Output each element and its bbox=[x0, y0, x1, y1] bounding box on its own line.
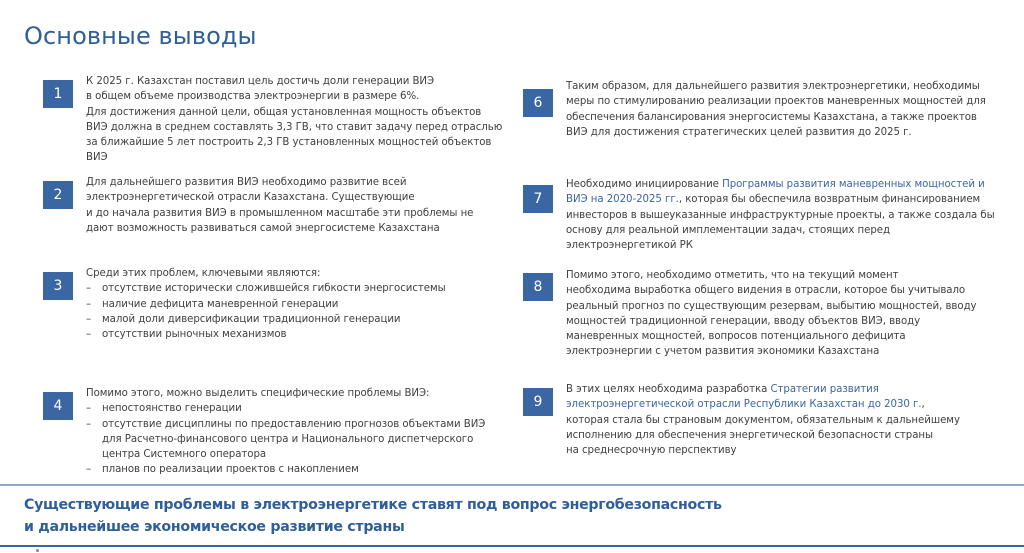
number-badge: 3 bbox=[43, 272, 73, 300]
number-badge: 8 bbox=[523, 273, 553, 301]
conclusion-line: Существующие проблемы в электроэнергетике ставят под вопрос энергобезопасность bbox=[24, 497, 722, 513]
footer-mark bbox=[36, 549, 39, 552]
conclusion-banner bbox=[24, 494, 722, 538]
conclusion-divider-bottom bbox=[0, 545, 1024, 547]
strategy-link: Стратегии развития bbox=[770, 384, 879, 395]
dash-bullet-icon: – bbox=[86, 329, 92, 341]
finding-text bbox=[566, 268, 977, 360]
finding-item-1 bbox=[43, 74, 502, 166]
finding-item-6 bbox=[523, 79, 986, 140]
text-line: Для достижения данной цели, общая установленная мощность объектов bbox=[86, 106, 482, 118]
program-link: Программы развития маневренных мощностей и bbox=[722, 179, 985, 190]
number-badge: 2 bbox=[43, 181, 73, 209]
text-segment: , bbox=[921, 399, 925, 411]
finding-text bbox=[566, 177, 995, 253]
finding-item-2 bbox=[43, 175, 473, 236]
text-line: обеспечения балансирования энергосистемы Казахстана, а также проектов bbox=[566, 111, 977, 123]
program-link: ВИЭ на 2020-2025 гг. bbox=[566, 194, 679, 206]
finding-item-4 bbox=[43, 386, 485, 478]
text-line: исполнению для обеспечения энергетической безопасности страны bbox=[566, 429, 934, 441]
text-line: Таким образом, для дальнейшего развития электроэнергетики, необходимы bbox=[566, 81, 980, 92]
text-line: мощностей традиционной генерации, вводу объектов ВИЭ, вводу bbox=[566, 315, 921, 327]
finding-text bbox=[86, 386, 485, 478]
number-badge: 9 bbox=[523, 388, 553, 416]
dash-bullet-icon: – bbox=[86, 298, 92, 310]
finding-text bbox=[566, 382, 960, 458]
text-segment: В этих целях необходима разработка bbox=[566, 384, 771, 395]
dash-bullet-icon: – bbox=[86, 403, 92, 415]
text-line: ВИЭ должна в среднем составлять 3,3 ГВ, что ставит задачу перед отраслью bbox=[86, 121, 503, 133]
bullet-item: – наличие дефицита маневренной генерации bbox=[86, 297, 446, 312]
bullet-item: – отсутствие исторически сложившейся гибкости энергосистемы bbox=[86, 281, 446, 296]
text-line: основу для реальной имплементации задач, стоящих перед bbox=[566, 224, 890, 236]
text-line: электроэнергетикой РК bbox=[566, 240, 693, 252]
text-line: в общем объеме производства электроэнергии в размере 6%. bbox=[86, 91, 420, 103]
text-segment: Необходимо инициирование bbox=[566, 179, 723, 190]
number-badge: 1 bbox=[43, 80, 73, 108]
bullet-item: – планов по реализации проектов с накоплением bbox=[86, 462, 485, 477]
text-line: Помимо этого, необходимо отметить, что на текущий момент bbox=[566, 270, 899, 281]
text-line: ВИЭ bbox=[86, 152, 108, 164]
conclusion-divider-top bbox=[0, 484, 1024, 486]
text-line: которая стала бы страновым документом, обязательным к дальнейшему bbox=[566, 414, 960, 426]
text-line: электроэнергии с учетом развития экономики Казахстана bbox=[566, 346, 880, 358]
bullet-continuation: центра Системного оператора bbox=[102, 449, 267, 461]
text-line: Для дальнейшего развития ВИЭ необходимо развитие всей bbox=[86, 177, 407, 188]
bullet-item: – отсутствии рыночных механизмов bbox=[86, 327, 446, 342]
dash-bullet-icon: – bbox=[86, 283, 92, 295]
number-badge: 7 bbox=[523, 185, 553, 213]
finding-item-8 bbox=[523, 268, 977, 360]
text-line: меры по стимулированию реализации проектов маневренных мощностей для bbox=[566, 96, 986, 108]
finding-item-7 bbox=[523, 177, 995, 253]
text-line: за ближайшие 5 лет построить 2,3 ГВ установленных мощностей объектов bbox=[86, 137, 492, 149]
dash-bullet-icon: – bbox=[86, 464, 92, 476]
finding-text bbox=[86, 74, 502, 166]
dash-bullet-icon: – bbox=[86, 418, 92, 430]
text-line: маневренных мощностей, вопросов потенциального дефицита bbox=[566, 331, 906, 343]
finding-item-3 bbox=[43, 266, 446, 342]
text-line: и до начала развития ВИЭ в промышленном масштабе эти проблемы не bbox=[86, 207, 474, 219]
finding-text bbox=[566, 79, 986, 140]
text-line: необходима выработка общего видения в отрасли, которое бы учитывало bbox=[566, 285, 966, 297]
bullet-item: – отсутствие дисциплины по предоставлению прогнозов объектами ВИЭ bbox=[86, 417, 485, 432]
conclusion-line: и дальнейшее экономическое развитие страны bbox=[24, 519, 405, 535]
number-badge: 4 bbox=[43, 392, 73, 420]
text-line: Помимо этого, можно выделить специфические проблемы ВИЭ: bbox=[86, 388, 430, 399]
bullet-item: – непостоянство генерации bbox=[86, 401, 485, 416]
text-line: инвесторов в вышеуказанные инфраструктурные проекты, а также создала бы bbox=[566, 209, 995, 221]
bullet-continuation: для Расчетно-финансового центра и Национального диспетчерского bbox=[102, 433, 474, 445]
text-line: К 2025 г. Казахстан поставил цель достичь доли генерации ВИЭ bbox=[86, 76, 435, 87]
finding-text bbox=[86, 266, 446, 342]
text-line: Среди этих проблем, ключевыми являются: bbox=[86, 268, 321, 279]
strategy-link: электроэнергетической отрасли Республики Казахстан до 2030 г. bbox=[566, 399, 922, 411]
finding-text bbox=[86, 175, 473, 236]
bullet-item: – малой доли диверсификации традиционной генерации bbox=[86, 312, 446, 327]
number-badge: 6 bbox=[523, 89, 553, 117]
text-line: ВИЭ для достижения стратегических целей развития до 2025 г. bbox=[566, 126, 912, 138]
text-line: электроэнергетической отрасли Казахстана. Существующие bbox=[86, 192, 415, 204]
dash-bullet-icon: – bbox=[86, 313, 92, 325]
text-line: реальный прогноз по существующим резервам, выбытию мощностей, вводу bbox=[566, 300, 977, 312]
finding-item-9 bbox=[523, 382, 960, 458]
text-line: на среднесрочную перспективу bbox=[566, 445, 737, 457]
page-title: Основные выводы bbox=[24, 22, 257, 50]
text-line: дают возможность развиваться самой энергосистеме Казахстана bbox=[86, 222, 440, 234]
text-segment: , которая бы обеспечила возвратным финансированием bbox=[678, 194, 981, 206]
